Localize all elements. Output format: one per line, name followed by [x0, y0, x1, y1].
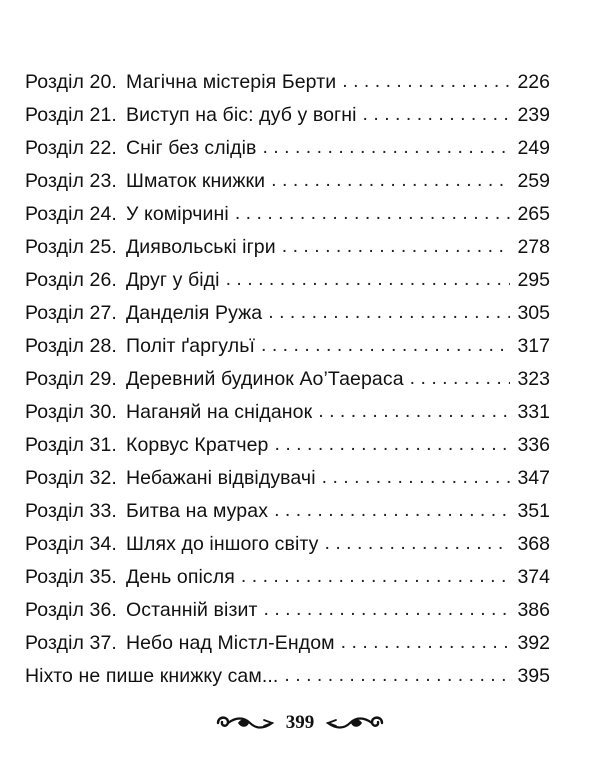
- toc-page-number: 278: [517, 236, 550, 258]
- toc-dot-leader: [341, 626, 510, 659]
- toc-chapter-label: Розділ 27.: [25, 302, 117, 324]
- toc-entry: [25, 528, 550, 561]
- toc-page-number: 368: [517, 533, 550, 555]
- toc-entry: [25, 495, 550, 528]
- toc-page-number: 392: [517, 632, 550, 654]
- toc-chapter-label: Розділ 35.: [25, 566, 117, 588]
- toc-chapter-title: У комірчині: [126, 203, 229, 225]
- toc-chapter-label: Розділ 34.: [25, 533, 117, 555]
- toc-entry: [25, 396, 550, 429]
- toc-page-number: 386: [517, 599, 550, 621]
- toc-dot-leader: [410, 362, 510, 395]
- toc-chapter-label: Розділ 30.: [25, 401, 117, 423]
- toc-dot-leader: [268, 296, 510, 329]
- toc-chapter-label: Розділ 24.: [25, 203, 117, 225]
- toc-chapter-title: Битва на мурах: [126, 500, 269, 522]
- toc-dot-leader: [325, 527, 511, 560]
- toc-page-number: 249: [517, 137, 550, 159]
- toc-dot-leader: [284, 659, 510, 692]
- toc-chapter-label: Розділ 25.: [25, 236, 117, 258]
- toc-page-number: 336: [517, 434, 550, 456]
- toc-chapter-label: Розділ 36.: [25, 599, 117, 621]
- toc-page-number: 226: [517, 71, 550, 93]
- toc-entry: [25, 231, 550, 264]
- toc-entry-afterword: [25, 660, 550, 693]
- toc-dot-leader: [262, 131, 510, 164]
- toc-dot-leader: [261, 329, 510, 362]
- toc-dot-leader: [274, 428, 510, 461]
- toc-chapter-title: Політ ґаргульї: [126, 335, 255, 357]
- toc-dot-leader: [274, 494, 510, 527]
- toc-chapter-title: Диявольські ігри: [126, 236, 276, 258]
- toc-chapter-label: Розділ 26.: [25, 269, 117, 291]
- toc-dot-leader: [318, 395, 510, 428]
- toc-chapter-title: Деревний будинок Ао’Таераса: [126, 368, 404, 390]
- footer-ornament-group: [214, 712, 387, 734]
- toc-chapter-label: Розділ 37.: [25, 632, 117, 654]
- toc-chapter-label: Розділ 20.: [25, 71, 117, 93]
- toc-chapter-title: Останній візит: [126, 599, 258, 621]
- toc-chapter-label: Розділ 23.: [25, 170, 117, 192]
- toc-afterword-title: Ніхто не пише книжку сам...: [25, 665, 279, 687]
- toc-page-number: 347: [517, 467, 550, 489]
- toc-chapter-title: Виступ на біс: дуб у вогні: [126, 104, 357, 126]
- toc-dot-leader: [322, 461, 510, 494]
- toc-entry: [25, 594, 550, 627]
- toc-chapter-title: Небо над Містл-Ендом: [126, 632, 335, 654]
- left-flourish-icon: [214, 712, 276, 734]
- toc-dot-leader: [363, 98, 510, 131]
- toc-dot-leader: [264, 593, 510, 626]
- page-number: 399: [285, 712, 315, 733]
- toc-entry: [25, 429, 550, 462]
- toc-page-number: 331: [517, 401, 550, 423]
- toc-page-number: 265: [517, 203, 550, 225]
- toc-chapter-title: Сніг без слідів: [126, 137, 257, 159]
- toc-chapter-label: Розділ 32.: [25, 467, 117, 489]
- toc-entry: [25, 330, 550, 363]
- toc-chapter-label: Розділ 21.: [25, 104, 117, 126]
- toc-chapter-label: Розділ 28.: [25, 335, 117, 357]
- toc-chapter-title: Небажані відвідувачі: [126, 467, 316, 489]
- toc-entry: [25, 627, 550, 660]
- toc-entry: [25, 297, 550, 330]
- toc-chapter-title: Друг у біді: [126, 269, 220, 291]
- toc-entry: [25, 363, 550, 396]
- toc-dot-leader: [282, 230, 510, 263]
- toc-dot-leader: [226, 263, 510, 296]
- toc-entry: [25, 66, 550, 99]
- toc-chapter-title: Наганяй на сніданок: [126, 401, 313, 423]
- toc-chapter-label: Розділ 33.: [25, 500, 117, 522]
- toc-chapter-label: Розділ 29.: [25, 368, 117, 390]
- toc-page-number: 295: [517, 269, 550, 291]
- toc-chapter-title: Данделія Ружа: [126, 302, 263, 324]
- toc-page-number: 259: [517, 170, 550, 192]
- toc-chapter-label: Розділ 22.: [25, 137, 117, 159]
- table-of-contents: [25, 66, 550, 693]
- toc-dot-leader: [235, 197, 510, 230]
- toc-page-number: 395: [517, 665, 550, 687]
- toc-chapter-label: Розділ 31.: [25, 434, 117, 456]
- toc-chapter-title: Корвус Кратчер: [126, 434, 269, 456]
- toc-page-number: 239: [517, 104, 550, 126]
- page-footer: [0, 708, 600, 738]
- toc-entry: [25, 99, 550, 132]
- toc-entry: [25, 198, 550, 231]
- toc-entry: [25, 132, 550, 165]
- toc-page-number: 305: [517, 302, 550, 324]
- toc-chapter-title: Магічна містерія Берти: [126, 71, 337, 93]
- toc-dot-leader: [241, 560, 510, 593]
- toc-page-number: 351: [517, 500, 550, 522]
- toc-entry: [25, 165, 550, 198]
- toc-entry: [25, 462, 550, 495]
- toc-dot-leader: [342, 65, 510, 98]
- toc-chapter-title: День опісля: [126, 566, 235, 588]
- toc-page-number: 374: [517, 566, 550, 588]
- toc-chapter-title: Шматок книжки: [126, 170, 266, 192]
- toc-entry: [25, 561, 550, 594]
- toc-page-number: 323: [517, 368, 550, 390]
- toc-dot-leader: [271, 164, 510, 197]
- right-flourish-icon: [324, 712, 386, 734]
- toc-page-number: 317: [517, 335, 550, 357]
- toc-entry: [25, 264, 550, 297]
- toc-chapter-title: Шлях до іншого світу: [126, 533, 319, 555]
